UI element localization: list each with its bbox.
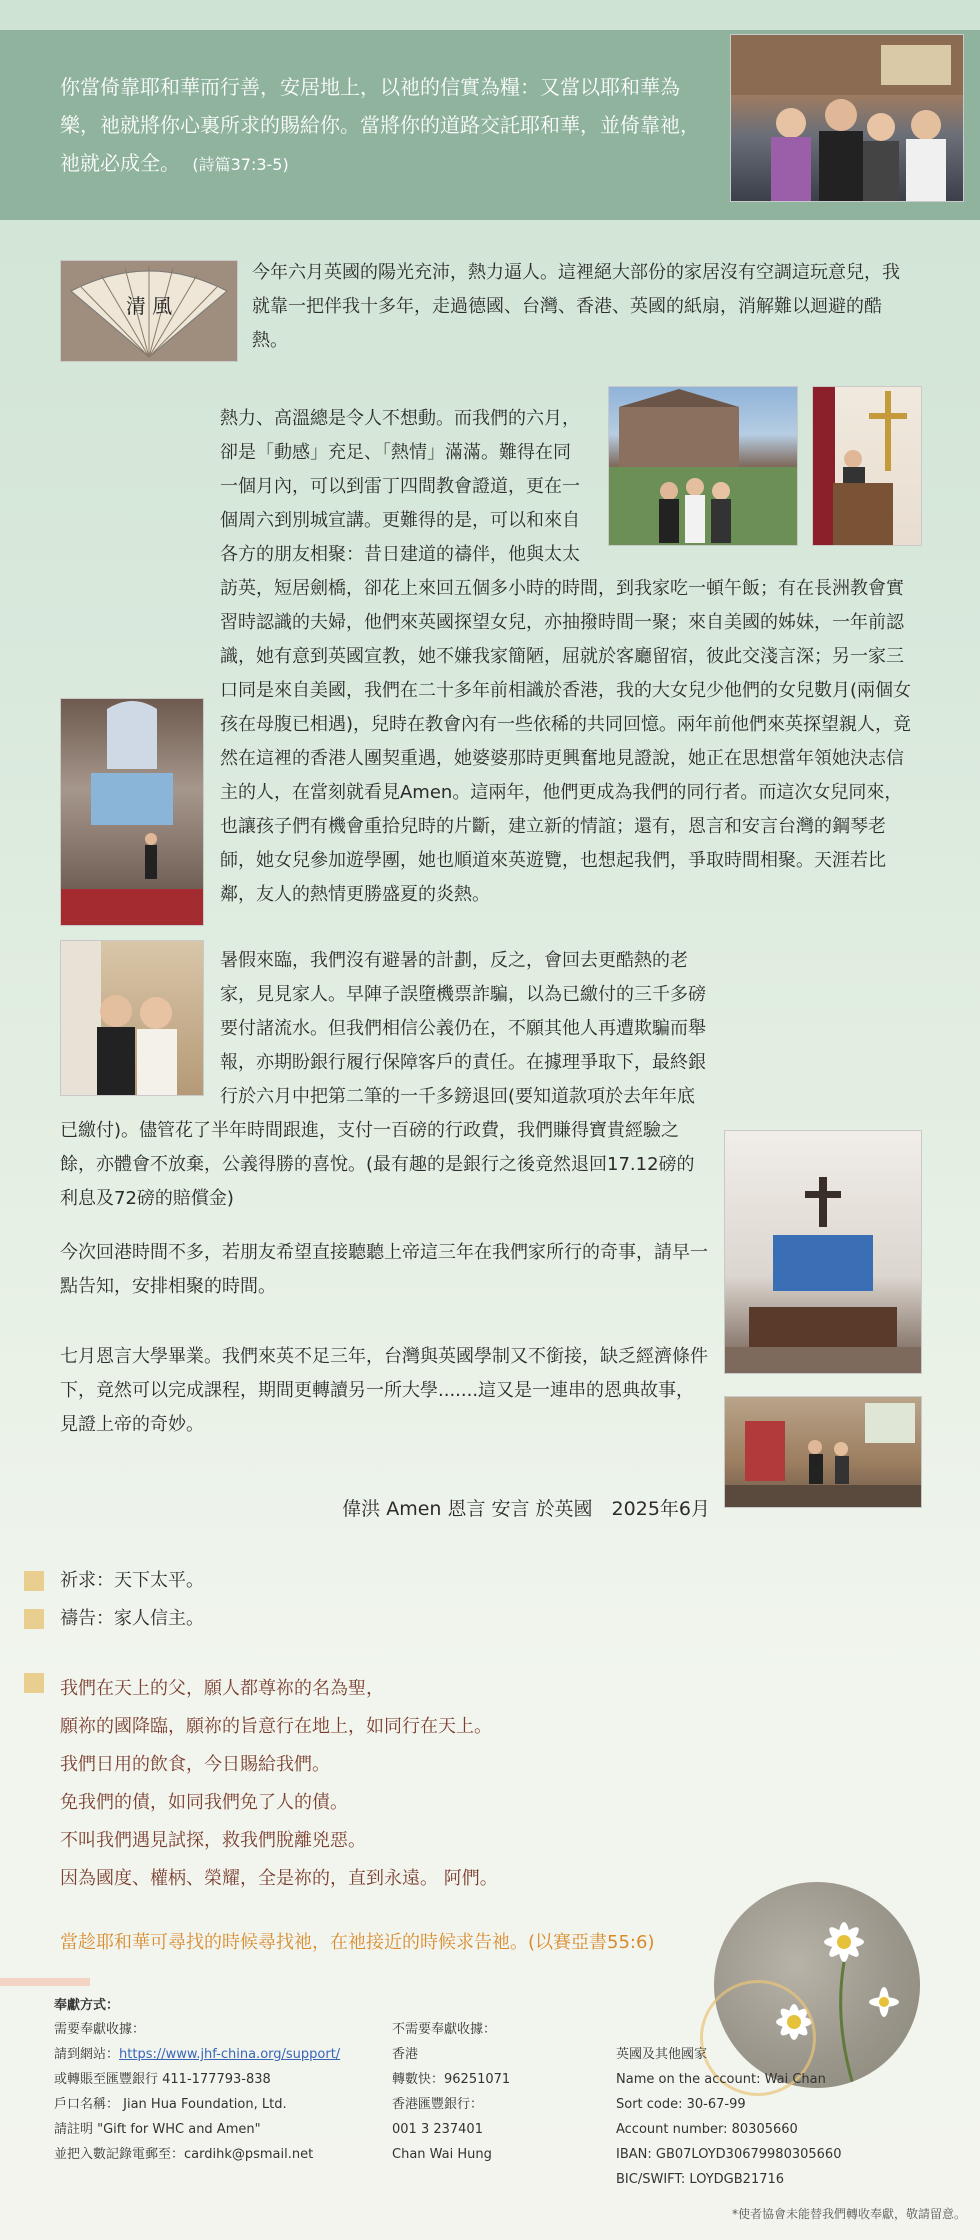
paragraph-4 bbox=[60, 1236, 710, 1304]
col3-line-6: BIC/SWIFT: LOYDGB21716 bbox=[616, 2172, 785, 2187]
donation-col-uk bbox=[616, 2042, 966, 2192]
donation-col-no-receipt bbox=[392, 2017, 592, 2167]
signature: 偉洪 Amen 恩言 安言 於英國 2025年6月 bbox=[342, 1498, 710, 1520]
church-interior-illustration bbox=[725, 1131, 921, 1373]
col2-line-5: Chan Wai Hung bbox=[392, 2147, 492, 2162]
musicians-photo bbox=[724, 1396, 922, 1508]
support-link[interactable]: https://www.jhf-china.org/support/ bbox=[119, 2047, 341, 2062]
col3-line-3: Sort code: 30-67-99 bbox=[616, 2097, 746, 2112]
col2-line-4: 001 3 237401 bbox=[392, 2122, 483, 2137]
lords-prayer-line: 因為國度、權柄、榮耀，全是祢的，直到永遠。 阿們。 bbox=[60, 1868, 498, 1889]
col3-line-2: Name on the account: Wai Chan bbox=[616, 2072, 826, 2087]
col3-line-4: Account number: 80305660 bbox=[616, 2122, 798, 2137]
col3-line-1: 英國及其他國家 bbox=[616, 2047, 708, 2062]
col1-line-3: 戶口名稱： Jian Hua Foundation, Ltd. bbox=[54, 2097, 287, 2112]
prayer-item-2-text: 禱告：家人信主。 bbox=[60, 1608, 204, 1629]
speaker-church-photo bbox=[60, 698, 204, 926]
paragraph-1-text: 今年六月英國的陽光充沛，熱力逼人。這裡絕大部份的家居沒有空調這玩意兒，我就靠一把伴我十多年，走過德國、台灣、香港、英國的紙扇，消解難以迴避的酷熱。 bbox=[252, 262, 900, 351]
col1-website-prefix: 請到網站： bbox=[54, 2047, 120, 2062]
paragraph-5 bbox=[60, 1340, 710, 1442]
paragraph-1 bbox=[252, 256, 912, 358]
paragraph-5-text: 七月恩言大學畢業。我們來英不足三年，台灣與英國學制又不銜接，缺乏經濟條件下，竟然可以完成課程，期間更轉讀另一所大學.......這又是一連串的恩典故事，見證上帝的奇妙。 bbox=[60, 1346, 708, 1435]
family-photo-illustration bbox=[731, 35, 963, 201]
lords-prayer-bullet bbox=[24, 1672, 60, 1693]
family-photo bbox=[730, 34, 964, 202]
col2-title: 不需要奉獻收據： bbox=[392, 2022, 497, 2037]
donation-heading-text: 奉獻方式： bbox=[54, 1998, 120, 2013]
paragraph-2-text: 熱力、高溫總是令人不想動。而我們的六月，卻是「動感」充足、「熱情」滿滿。難得在同一個月內，可以到雷丁四間教會證道，更在一個周六到別城宣講。更難得的是，可以和來自各方的朋友相聚：昔日建道的禱伴，他與太太訪英，短居劍橋，卻花上來回五個多小時的時間，到我家吃一頓午飯；有在長洲教會實習時認識的夫婦，他們來英國探望女兒，亦抽撥時間一聚；來自美國的姊妹，一年前認識，她有意到英國宣教，她不嫌我家簡陋，屈就於客廳留宿，彼此交淺言深；另一家三口同是來自美國，我們在二十多年前相識於香港，我的大女兒少他們的女兒數月(兩個女孩在母腹已相遇)，兒時在教會內有一些依稀的共同回憶。兩年前他們來英探望親人，竟然在這裡的香港人團契重遇，她婆婆那時更興奮地見證說，她正在思想當年領她決志信主的人，在當刻就看見Amen。這兩年，他們更成為我們的同行者。而這次女兒同來，也讓孩子們有機會重拾兒時的片斷，建立新的情誼；還有，恩言和安言台灣的鋼琴老師，她女兒參加遊學團，她也順道來英遊覽，也想起我們，爭取時間相聚。天涯若比鄰，友人的熱情更勝盛夏的炎熱。 bbox=[60, 402, 920, 912]
paragraph-3-text: 暑假來臨，我們沒有避暑的計劃，反之，會回去更酷熱的老家，見見家人。早陣子誤墮機票詐騙，以為已繳付的三千多磅要付諸流水。但我們相信公義仍在，不願其他人再遭欺騙而舉報，亦期盼銀行履行保障客戶的責任。在據理爭取下，最終銀行於六月中把第二筆的一千多鎊退回(要知道款項於去年年底已繳付)。儘管花了半年時間跟進，支付一百磅的行政費，我們賺得寶貴經驗之餘，亦體會不放棄，公義得勝的喜悅。(最有趣的是銀行之後竟然退回17.12磅的利息及72磅的賠償金) bbox=[60, 944, 920, 1216]
prayer-item-2 bbox=[24, 1604, 204, 1630]
col2-line-3: 香港匯豐銀行： bbox=[392, 2097, 484, 2112]
col1-line-website bbox=[54, 2042, 384, 2067]
col1-line-5: 並把入數記錄電郵至：cardihk@psmail.net bbox=[54, 2147, 314, 2162]
banner-verse-reference: (詩篇37:3-5) bbox=[192, 155, 289, 174]
banner-verse bbox=[60, 68, 710, 184]
prayer-item-1-text: 祈求：天下太平。 bbox=[60, 1570, 204, 1591]
fan-photo bbox=[60, 260, 238, 362]
col2-line-1: 香港 bbox=[392, 2047, 419, 2062]
lords-prayer-line: 願祢的國降臨，願祢的旨意行在地上，如同行在天上。 bbox=[60, 1716, 492, 1737]
banner-verse-text: 你當倚靠耶和華而行善，安居地上，以祂的信實為糧：又當以耶和華為樂，祂就將你心裏所求的賜給你。當將你的道路交託耶和華，並倚靠祂，祂就必成全。 bbox=[60, 75, 700, 175]
bullet-square-icon bbox=[24, 1609, 44, 1629]
bullet-square-icon bbox=[24, 1673, 44, 1693]
paper-fan-illustration bbox=[61, 261, 237, 361]
col2-line-2: 轉數快：96251071 bbox=[392, 2072, 511, 2087]
speaker-church-illustration bbox=[61, 699, 203, 925]
decorative-stripe bbox=[0, 1978, 90, 1986]
col3-line-5: IBAN: GB07LOYD30679980305660 bbox=[616, 2147, 842, 2162]
musicians-illustration bbox=[725, 1397, 921, 1507]
lords-prayer-line: 免我們的債，如同我們免了人的債。 bbox=[60, 1792, 348, 1813]
donation-heading bbox=[54, 1993, 119, 2018]
lords-prayer bbox=[60, 1670, 498, 1898]
fine-print: *使者協會未能替我們轉收奉獻，敬請留意。 bbox=[731, 2207, 966, 2221]
lords-prayer-line: 不叫我們遇見試探，救我們脫離兇惡。 bbox=[60, 1830, 366, 1851]
wrap-spacer bbox=[60, 944, 220, 1102]
prayer-item-1 bbox=[24, 1566, 204, 1592]
paragraph-4-text: 今次回港時間不多，若朋友希望直接聽聽上帝這三年在我們家所行的奇事，請早一點告知，安排相聚的時間。 bbox=[60, 1242, 708, 1297]
col1-title: 需要奉獻收據： bbox=[54, 2022, 146, 2037]
bullet-square-icon bbox=[24, 1571, 44, 1591]
fan-calligraphy: 清 風 bbox=[125, 294, 173, 318]
col1-line-2: 或轉賬至匯豐銀行 411-177793-838 bbox=[54, 2072, 271, 2087]
wrap-spacer bbox=[588, 402, 920, 572]
church-interior-photo bbox=[724, 1130, 922, 1374]
closing-verse: 當趁耶和華可尋找的時候尋找祂，在祂接近的時候求告祂。(以賽亞書55:6) bbox=[60, 1932, 655, 1953]
donation-col-receipt bbox=[54, 2017, 384, 2167]
col1-line-4: 請註明 "Gift for WHC and Amen" bbox=[54, 2122, 261, 2137]
lords-prayer-line: 我們日用的飲食，今日賜給我們。 bbox=[60, 1754, 330, 1775]
lords-prayer-line: 我們在天上的父，願人都尊祢的名為聖， bbox=[60, 1678, 384, 1699]
